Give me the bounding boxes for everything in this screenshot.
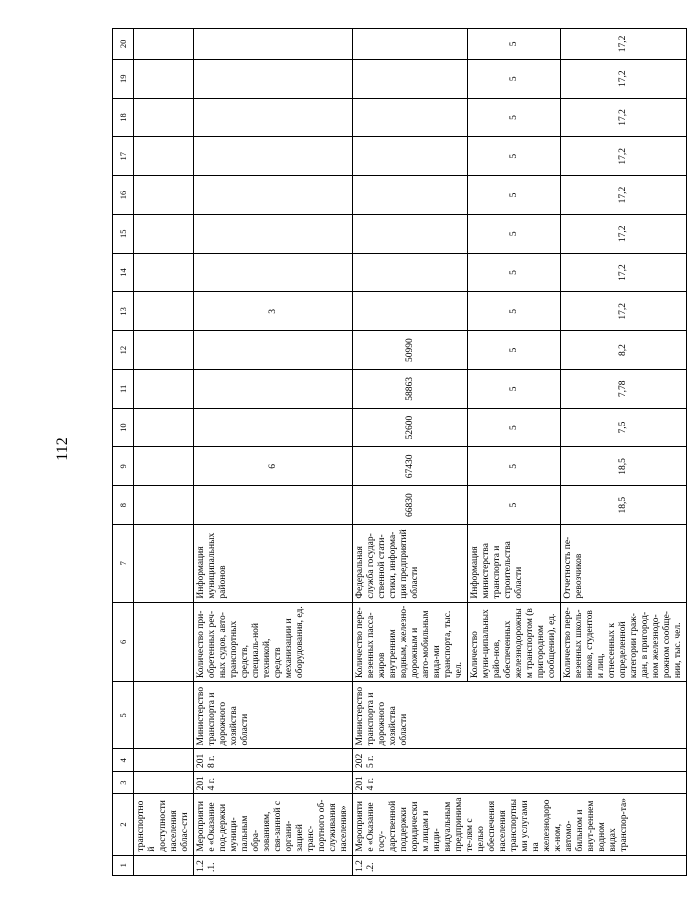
value-cell: 18,5 (561, 447, 687, 486)
value-cell: 18,5 (561, 486, 687, 525)
page-number: 112 (54, 437, 71, 461)
value-cell: 17,2 (561, 137, 687, 176)
header-cell: 6 (113, 602, 134, 682)
header-cell: 2 (113, 794, 134, 855)
header-row (113, 29, 134, 876)
executor: Министерство транспорта и дорожного хозяйства области (194, 682, 353, 749)
value-cell: 7,5 (561, 408, 687, 447)
row-number: 1.2.2. (353, 855, 687, 875)
value-cell: 17,2 (561, 59, 687, 98)
value-cell: 6 (194, 447, 353, 486)
value-cell: 66830 (353, 486, 468, 525)
header-cell: 11 (113, 369, 134, 408)
data-source: Информация министерства транспорта и строительства области (468, 525, 561, 603)
header-cell: 12 (113, 331, 134, 370)
header-cell: 1 (113, 855, 134, 875)
header-cell: 10 (113, 408, 134, 447)
value-cell: 17,2 (561, 253, 687, 292)
value-cell: 5 (468, 331, 561, 370)
event-name: Мероприятие «Оказание госу-дарственной поддержки юридическим лицам и инди-видуальным предпринимате-лям с целью обеспечения населения транспортными услугами на железнодорож-ном, автомо-бильном и внут-реннем водном видах транспор-та» (353, 794, 687, 855)
event-name: Мероприятие «Оказание под-держки муници-пальным обра-зованиям, свя-занной с органи-зацией транс-портного об-служивания населения» (194, 794, 353, 855)
value-cell: 67430 (353, 447, 468, 486)
header-cell: 4 (113, 749, 134, 771)
value-cell: 5 (468, 137, 561, 176)
table-row-1-2-1 (194, 29, 353, 876)
value-cell: 3 (194, 292, 353, 331)
continuation-text: транспортной доступности населения облас-сти (134, 794, 194, 855)
table-wrapper (112, 28, 683, 876)
value-cell: 5 (468, 253, 561, 292)
header-cell: 8 (113, 486, 134, 525)
end-year: 2018 г. (194, 749, 353, 771)
value-cell (353, 214, 468, 253)
header-cell: 7 (113, 525, 134, 603)
header-cell: 18 (113, 98, 134, 137)
value-cell: 7,78 (561, 369, 687, 408)
value-cell: 5 (468, 447, 561, 486)
value-cell: 17,2 (561, 29, 687, 60)
end-year: 2025 г. (353, 749, 687, 771)
value-cell: 5 (468, 486, 561, 525)
value-cell: 5 (468, 98, 561, 137)
value-cell: 17,2 (561, 214, 687, 253)
table-row-1-2-2-a (353, 29, 468, 876)
executor: Министерство транспорта и дорожного хозяйства области (353, 682, 687, 749)
value-cell: 5 (468, 369, 561, 408)
indicator: Количество муни-ципальных райо-нов, обеспеченных железнодорожным транспортом (в пригородном сообщении), ед. (468, 602, 561, 682)
start-year: 2014 г. (353, 771, 687, 793)
value-cell: 5 (468, 408, 561, 447)
start-year: 2014 г. (194, 771, 353, 793)
value-cell: 52600 (353, 408, 468, 447)
value-cell (353, 176, 468, 215)
header-cell: 5 (113, 682, 134, 749)
value-cell: 8,2 (561, 331, 687, 370)
value-cell (353, 253, 468, 292)
indicator: Количество пере-везенных пасса-жиров внутренним водным, железно-дорожным и авто-мобильным вида-ми транспорта, тыс. чел. (353, 602, 468, 682)
header-cell: 9 (113, 447, 134, 486)
value-cell (353, 29, 468, 60)
value-cell (353, 292, 468, 331)
value-cell: 5 (468, 176, 561, 215)
value-cell: 5 (468, 292, 561, 331)
header-cell: 17 (113, 137, 134, 176)
value-cell: 17,2 (561, 292, 687, 331)
header-cell: 3 (113, 771, 134, 793)
value-cell: 5 (468, 59, 561, 98)
indicator: Количество пере-везенных школь-ников, студентов и лиц, отнесенных к определенной категории граж-дан, в пригород-ном железнодо-рожном сообще-нии, тыс. чел. (561, 602, 687, 682)
data-source: Федеральная служба государ-ственной стати-стики, информа-ция предприятий области (353, 525, 468, 603)
header-cell: 16 (113, 176, 134, 215)
row-number: 1.2.1. (194, 855, 353, 875)
data-source: Информация муниципальных районов (194, 525, 353, 603)
header-cell: 20 (113, 29, 134, 60)
indicator: Количество при-обретенных реч-ных судов, авто-транспортных средств, специаль-ной техникой, средств механизации и оборудования, ед. (194, 602, 353, 682)
value-cell (353, 98, 468, 137)
value-cell (353, 59, 468, 98)
header-cell: 14 (113, 253, 134, 292)
data-table (112, 28, 687, 876)
value-cell: 58863 (353, 369, 468, 408)
value-cell: 17,2 (561, 98, 687, 137)
header-cell: 19 (113, 59, 134, 98)
value-cell: 50990 (353, 331, 468, 370)
value-cell: 5 (468, 29, 561, 60)
value-cell (353, 137, 468, 176)
data-source: Отчетность пе-ревозчиков (561, 525, 687, 603)
header-cell: 13 (113, 292, 134, 331)
value-cell: 5 (468, 214, 561, 253)
value-cell: 17,2 (561, 176, 687, 215)
continuation-row (134, 29, 194, 876)
header-cell: 15 (113, 214, 134, 253)
